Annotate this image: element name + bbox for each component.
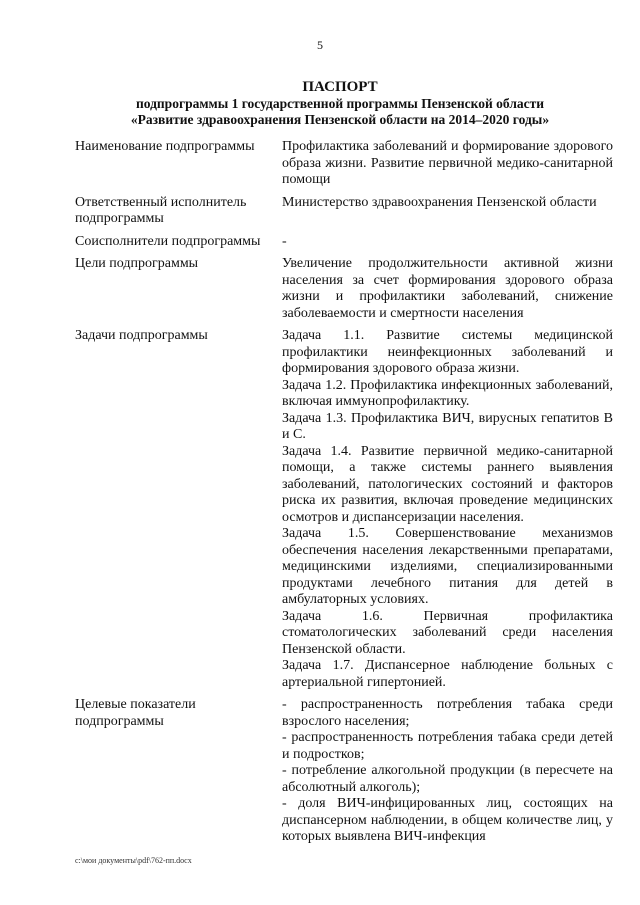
row-label: Наименование подпрограммы xyxy=(75,139,255,154)
title-heading: ПАСПОРТ xyxy=(302,79,378,95)
passport-table xyxy=(75,139,613,852)
value-paragraph: Задача 1.7. Диспансерное наблюдение больных с артериальной гипертонией. xyxy=(282,658,613,690)
row-label: Ответственный исполнитель подпрограммы xyxy=(75,194,247,226)
value-paragraph: Профилактика заболеваний и формирование здорового образа жизни. Развитие первичной медико-санитарной помощи xyxy=(282,139,613,187)
table-row xyxy=(75,328,613,691)
table-row xyxy=(75,256,613,322)
document-title xyxy=(40,79,640,128)
row-value xyxy=(282,234,613,251)
value-paragraph: Задача 1.3. Профилактика ВИЧ, вирусных гепатитов В и С. xyxy=(282,410,613,442)
value-paragraph: Задача 1.4. Развитие первичной медико-санитарной помощи, а также системы раннего выявления заболеваний, патологических состояний и факторов риска их развития, включая проведение медицинских осмотров и диспансеризации населения. xyxy=(282,443,613,525)
value-paragraph: Задача 1.5. Совершенствование механизмов обеспечения населения лекарственными препаратами, медицинскими изделиями, специализированными продуктами лечебного питания для детей в амбулаторных условиях. xyxy=(282,526,613,607)
table-row xyxy=(75,234,613,251)
row-value xyxy=(282,195,613,228)
value-paragraph: Министерство здравоохранения Пензенской области xyxy=(282,194,597,210)
title-program-name: «Развитие здравоохранения Пензенской области на 2014–2020 годы» xyxy=(130,112,550,127)
value-paragraph: - распространенность потребления табака среди детей и подростков; xyxy=(282,730,613,762)
value-paragraph: Задача 1.2. Профилактика инфекционных заболеваний, включая иммунопрофилактику. xyxy=(282,377,613,409)
table-row xyxy=(75,139,613,189)
value-paragraph: Задача 1.6. Первичная профилактика стоматологических заболеваний среди населения Пензенской области. xyxy=(282,608,613,657)
title-subheading: подпрограммы 1 государственной программы Пензенской области xyxy=(135,96,545,111)
value-paragraph: Задача 1.1. Развитие системы медицинской профилактики неинфекционных заболеваний и формирования здорового образа жизни. xyxy=(282,328,613,376)
row-label: Цели подпрограммы xyxy=(75,256,199,271)
row-value xyxy=(282,697,613,846)
row-label: Соисполнители подпрограммы xyxy=(75,233,261,249)
value-paragraph: - потребление алкогольной продукции (в пересчете на абсолютный алкоголь); xyxy=(282,763,613,795)
table-row xyxy=(75,697,613,846)
file-path-footer: c:\мои документы\pdf\762-пп.docx xyxy=(75,856,192,865)
page-number: 5 xyxy=(317,38,323,52)
value-paragraph: - доля ВИЧ-инфицированных лиц, состоящих на диспансерном наблюдении, в общем количестве лиц, у которых выявлена ВИЧ-инфекция xyxy=(282,796,613,844)
row-label: Задачи подпрограммы xyxy=(75,328,208,343)
row-value xyxy=(282,139,613,189)
row-value xyxy=(282,256,613,322)
row-value xyxy=(282,328,613,691)
value-paragraph: - распространенность потребления табака среди взрослого населения; xyxy=(282,697,613,729)
row-label: Целевые показатели подпрограммы xyxy=(75,697,196,729)
value-paragraph: Увеличение продолжительности активной жизни населения за счет формирования здорового образа жизни и профилактики заболеваний, снижение заболеваемости и смертности населения xyxy=(282,256,613,321)
table-row xyxy=(75,195,613,228)
value-paragraph: - xyxy=(282,233,287,249)
